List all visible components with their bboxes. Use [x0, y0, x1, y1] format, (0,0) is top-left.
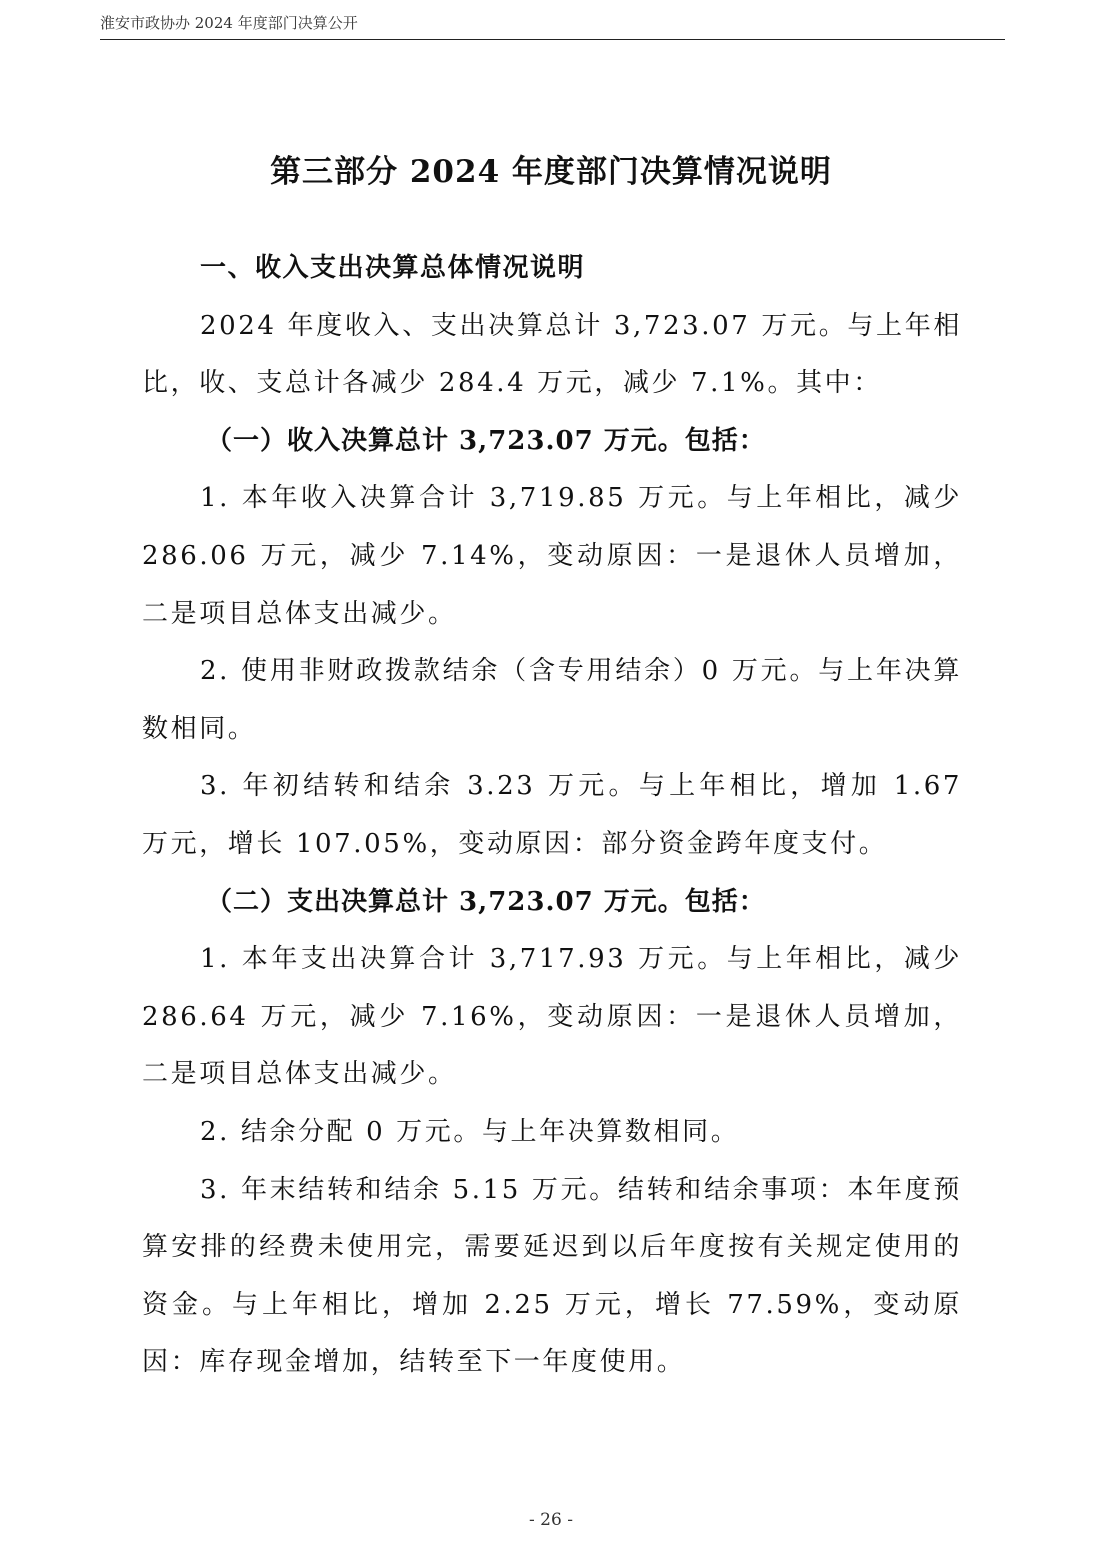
expense-item-2: 2. 结余分配 0 万元。与上年决算数相同。: [200, 1116, 740, 1147]
income-heading: （一）收入决算总计 3,723.07 万元。包括：: [206, 425, 766, 456]
section-heading: 一、收入支出决算总体情况说明: [200, 253, 586, 283]
page-number: - 26 -: [529, 1510, 573, 1530]
expense-item-3: 3. 年末结转和结余 5.15 万元。结转和结余事项：本年度预算安排的经费未使用完，需要延迟到以后年度按有关规定使用的资金。与上年相比，增加 2.25 万元，增长 77.59%，变动原因：库存现金增加，结转至下一年度使用。: [142, 1174, 962, 1378]
page-title: 第三部分 2024 年度部门决算情况说明: [270, 154, 832, 190]
expense-heading: （二）支出决算总计 3,723.07 万元。包括：: [206, 886, 766, 917]
income-item-3: 3. 年初结转和结余 3.23 万元。与上年相比，增加 1.67 万元，增长 107.05%，变动原因：部分资金跨年度支付。: [142, 771, 962, 859]
document-body: [142, 240, 962, 1392]
income-item-2: 2. 使用非财政拨款结余（含专用结余）0 万元。与上年决算数相同。: [142, 656, 962, 744]
running-header: 淮安市政协办 2024 年度部门决算公开: [100, 12, 1005, 40]
intro-paragraph: 2024 年度收入、支出决算总计 3,723.07 万元。与上年相比，收、支总计各减少 284.4 万元，减少 7.1%。其中：: [142, 310, 962, 399]
income-item-1: 1. 本年收入决算合计 3,719.85 万元。与上年相比，减少 286.06 万元，减少 7.14%，变动原因：一是退休人员增加，二是项目总体支出减少。: [142, 483, 962, 629]
expense-item-1: 1. 本年支出决算合计 3,717.93 万元。与上年相比，减少 286.64 万元，减少 7.16%，变动原因：一是退休人员增加，二是项目总体支出减少。: [142, 944, 962, 1090]
